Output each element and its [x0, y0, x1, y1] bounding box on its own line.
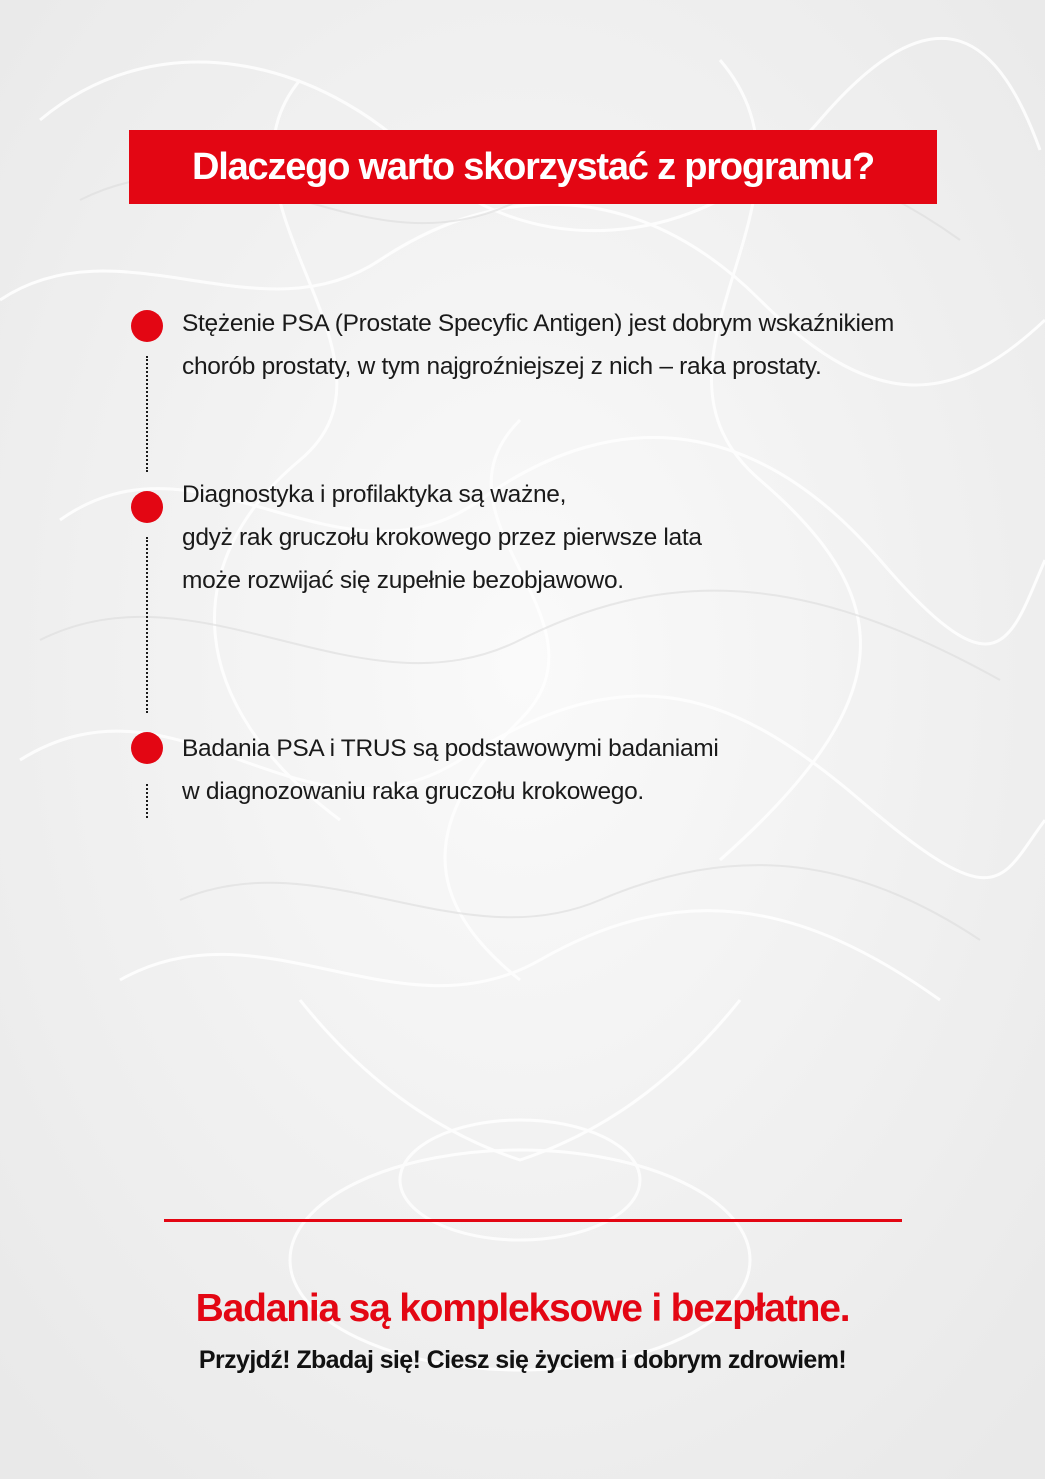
dotted-connector-3	[146, 784, 148, 818]
info-item-1-line-2: chorób prostaty, w tym najgroźniejszej z nich – raka prostaty.	[182, 353, 822, 380]
info-item-3-line-2: w diagnozowaniu raka gruczołu krokowego.	[182, 778, 644, 805]
dotted-connector-2	[146, 537, 148, 713]
footer-divider	[164, 1219, 902, 1222]
info-item-1-line-1: Stężenie PSA (Prostate Specyfic Antigen) jest dobrym wskaźnikiem	[182, 310, 895, 337]
info-item-3-line-1: Badania PSA i TRUS są podstawowymi badaniami	[182, 735, 719, 762]
page-title: Dlaczego warto skorzystać z programu?	[191, 145, 875, 188]
info-item-2-line-1: Diagnostyka i profilaktyka są ważne,	[182, 481, 567, 508]
title-banner	[129, 130, 937, 204]
footer-headline: Badania są kompleksowe i bezpłatne.	[195, 1287, 850, 1330]
dotted-connector-1	[146, 356, 148, 472]
bullet-dot-3	[131, 732, 163, 764]
bullet-dot-1	[131, 310, 163, 342]
info-item-3	[182, 727, 962, 813]
info-item-2-line-2: gdyż rak gruczołu krokowego przez pierwsze lata	[182, 524, 702, 551]
bullet-dot-2	[131, 491, 163, 523]
info-item-2-line-3: może rozwijać się zupełnie bezobjawowo.	[182, 567, 624, 594]
footer-tagline: Przyjdź! Zbadaj się! Ciesz się życiem i dobrym zdrowiem!	[198, 1346, 847, 1374]
info-item-2	[182, 473, 962, 602]
info-item-1	[182, 302, 962, 388]
